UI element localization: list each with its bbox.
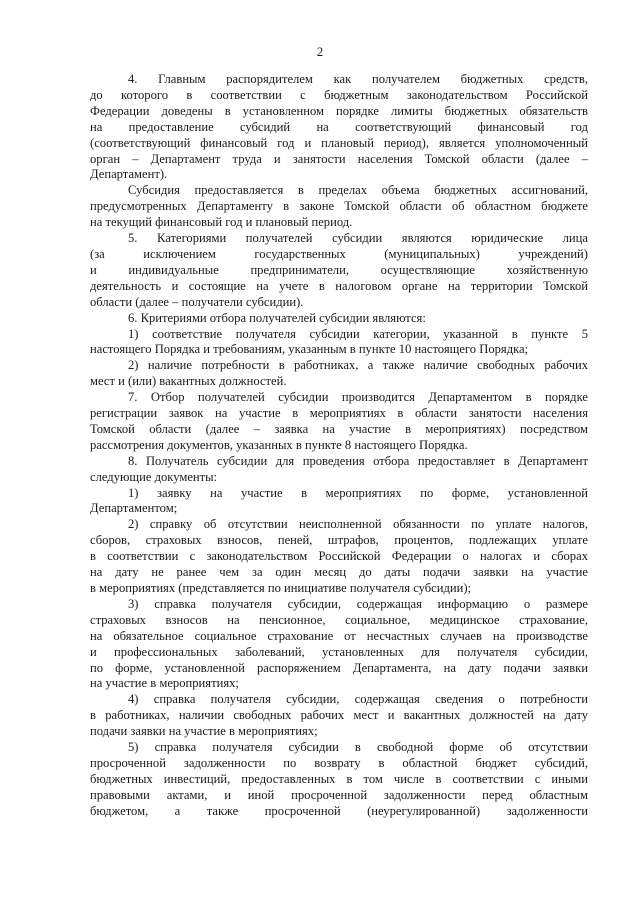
text-line: в работниках, наличии свободных рабочих мест и вакантных должностей на дату — [90, 708, 588, 723]
text-line: 4) справка получателя субсидии, содержащая сведения о потребности — [128, 692, 588, 707]
text-line: бюджетных инвестиций, предоставленных в том числе в соответствии с иными — [90, 771, 588, 786]
text-line: 3) справка получателя субсидии, содержащая информацию о размере — [128, 596, 588, 611]
text-line: предусмотренных Департаменту в законе Томской области об областном бюджете — [90, 199, 588, 214]
text-line: в соответствии с законодательством Российской Федерации о налогах и сборах — [90, 549, 588, 564]
text-line: страховых взносов на пенсионное, социальное, медицинское страхование, — [90, 612, 588, 627]
text-line: следующие документы: — [90, 469, 218, 484]
text-line: рассмотрения документов, указанных в пункте 8 настоящего Порядка. — [90, 437, 468, 452]
text-line: подачи заявки на участие в мероприятиях; — [90, 724, 318, 739]
text-line: на обязательное социальное страхование от несчастных случаев на производстве — [90, 628, 588, 643]
text-line: по форме, установленной распоряжением Департамента, на дату подачи заявки — [90, 660, 588, 675]
text-line: и индивидуальные предприниматели, осуществляющие хозяйственную — [90, 262, 588, 277]
text-line: орган – Департамент труда и занятости населения Томской области (далее – — [90, 151, 588, 166]
paragraph — [90, 597, 588, 692]
text-line: 7. Отбор получателей субсидии производится Департаментом в порядке — [128, 390, 588, 405]
paragraph — [90, 327, 588, 359]
text-line: 6. Критериями отбора получателей субсидии являются: — [128, 310, 426, 325]
text-line: правовыми актами, и иной просроченной задолженности перед областным — [90, 787, 588, 802]
paragraph — [90, 390, 588, 454]
text-line: и профессиональных заболеваний, установленных для получателя субсидии, — [90, 644, 588, 659]
text-line: Федерации доведены в установленном порядке лимиты бюджетных обязательств — [90, 103, 588, 118]
paragraph — [90, 692, 588, 740]
text-line: на дату не ранее чем за один месяц до даты подачи заявки на участие — [90, 565, 588, 580]
paragraph — [90, 183, 588, 231]
text-line: области (далее – получатели субсидии). — [90, 294, 304, 309]
paragraph — [90, 740, 588, 820]
text-line: (за исключением государственных (муниципальных) учреждений) — [90, 246, 588, 261]
paragraph — [90, 454, 588, 486]
page-number: 2 — [316, 44, 324, 59]
text-line: настоящего Порядка и требованиям, указанным в пункте 10 настоящего Порядка; — [90, 342, 529, 357]
text-line: 2) справку об отсутствии неисполненной обязанности по уплате налогов, — [128, 517, 588, 532]
paragraph — [90, 311, 588, 327]
text-line: 1) соответствие получателя субсидии категории, указанной в пункте 5 — [128, 326, 588, 341]
text-line: Департаментом; — [90, 501, 178, 516]
text-line: просроченной задолженности по возврату в областной бюджет субсидий, — [90, 755, 588, 770]
text-line: Департамент). — [90, 167, 168, 182]
text-line: до которого в соответствии с бюджетным законодательством Российской — [90, 87, 588, 102]
paragraph — [90, 231, 588, 311]
document-body — [90, 72, 588, 820]
text-line: деятельность и состоящие на учете в налоговом органе на территории Томской — [90, 278, 588, 293]
text-line: на текущий финансовый год и плановый период. — [90, 215, 353, 230]
text-line: мест и (или) вакантных должностей. — [90, 374, 287, 389]
text-line: Субсидия предоставляется в пределах объема бюджетных ассигнований, — [128, 183, 588, 198]
text-line: бюджетом, а также просроченной (неурегулированной) задолженности — [90, 803, 588, 818]
text-line: 1) заявку на участие в мероприятиях по форме, установленной — [128, 485, 588, 500]
text-line: сборов, страховых взносов, пеней, штрафов, процентов, подлежащих уплате — [90, 533, 588, 548]
text-line: Томской области (далее – заявка на участие в мероприятиях) посредством — [90, 421, 588, 436]
text-line: в мероприятиях (представляется по инициативе получателя субсидии); — [90, 581, 472, 595]
text-line: регистрации заявок на участие в мероприятиях в области занятости населения — [90, 406, 588, 421]
text-line: 8. Получатель субсидии для проведения отбора предоставляет в Департамент — [128, 453, 588, 468]
text-line: 5. Категориями получателей субсидии являются юридические лица — [128, 231, 588, 246]
text-line: (соответствующий финансовый год и плановый период), является уполномоченный — [90, 135, 588, 150]
paragraph — [90, 72, 588, 183]
text-line: 5) справка получателя субсидии в свободной форме об отсутствии — [128, 740, 588, 755]
text-line: на предоставление субсидий на соответствующий финансовый год — [90, 119, 588, 134]
paragraph — [90, 358, 588, 390]
paragraph — [90, 517, 588, 597]
text-line: 2) наличие потребности в работниках, а также наличие свободных рабочих — [128, 358, 588, 373]
text-line: 4. Главным распорядителем как получателем бюджетных средств, — [128, 72, 588, 86]
paragraph — [90, 486, 588, 518]
text-line: на участие в мероприятиях; — [90, 676, 239, 691]
